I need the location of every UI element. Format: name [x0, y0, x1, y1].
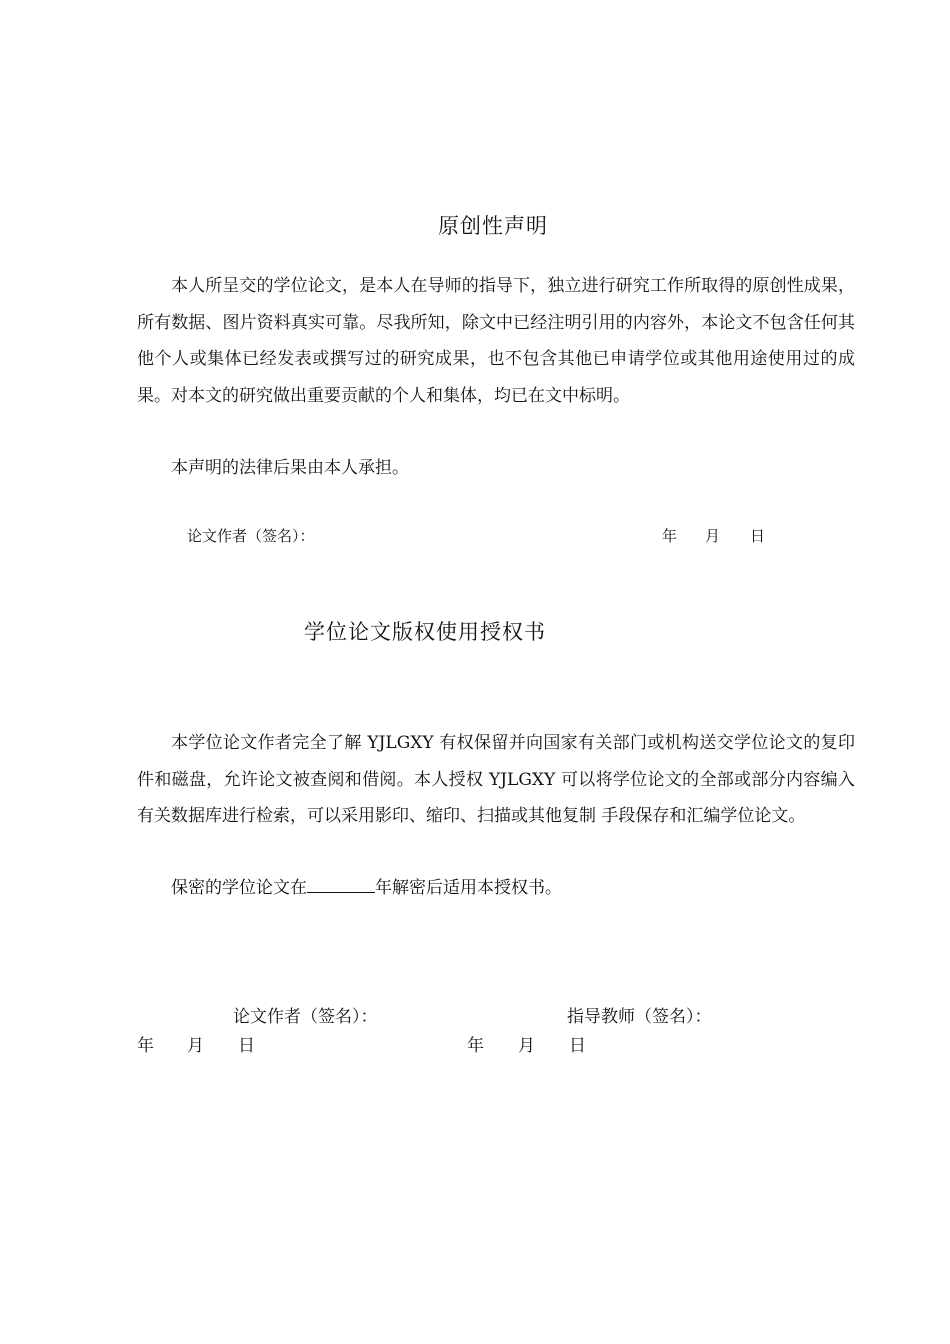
declaration-title: 原创性声明: [438, 214, 548, 238]
confidential-year-blank: [307, 878, 375, 893]
authorization-title: 学位论文版权使用授权书: [304, 620, 546, 644]
advisor-date-year: 年: [467, 1036, 484, 1056]
declaration-date-month: 月: [705, 527, 721, 545]
author-date-month: 月: [187, 1036, 204, 1056]
author-date-day: 日: [238, 1036, 255, 1056]
advisor-signature-label: 指导教师（签名）：: [567, 1007, 712, 1027]
confidential-clause-before: 保密的学位论文在: [171, 878, 307, 898]
declaration-date-day: 日: [750, 527, 766, 545]
advisor-date-month: 月: [518, 1036, 535, 1056]
confidential-clause-after: 年解密后适用本授权书。: [375, 878, 562, 898]
declaration-date-year: 年: [662, 527, 678, 545]
author-signature-label: 论文作者（签名）：: [233, 1007, 378, 1027]
advisor-date-day: 日: [569, 1036, 586, 1056]
confidential-clause: [137, 870, 562, 907]
authorization-paragraph: 本学位论文作者完全了解 YJLGXY 有权保留并向国家有关部门或机构送交学位论文的复印件和磁盘，允许论文被查阅和借阅。本人授权 YJLGXY 可以将学位论文的全部或部分内容编入有关数据库进行检索，可以采用影印、缩印、扫描或其他复制 手段保存和汇编学位论文。: [137, 733, 855, 826]
declaration-paragraph: 本人所呈交的学位论文，是本人在导师的指导下，独立进行研究工作所取得的原创性成果，所有数据、图片资料真实可靠。尽我所知，除文中已经注明引用的内容外，本论文不包含任何其他个人或集体已经发表或撰写过的研究成果，也不包含其他已申请学位或其他用途使用过的成果。对本文的研究做出重要贡献的个人和集体，均已在文中标明。: [137, 276, 855, 406]
declaration-signature-label: 论文作者（签名）：: [187, 527, 315, 545]
declaration-liability-text: 本声明的法律后果由本人承担。: [171, 458, 409, 478]
author-date-year: 年: [137, 1036, 154, 1056]
